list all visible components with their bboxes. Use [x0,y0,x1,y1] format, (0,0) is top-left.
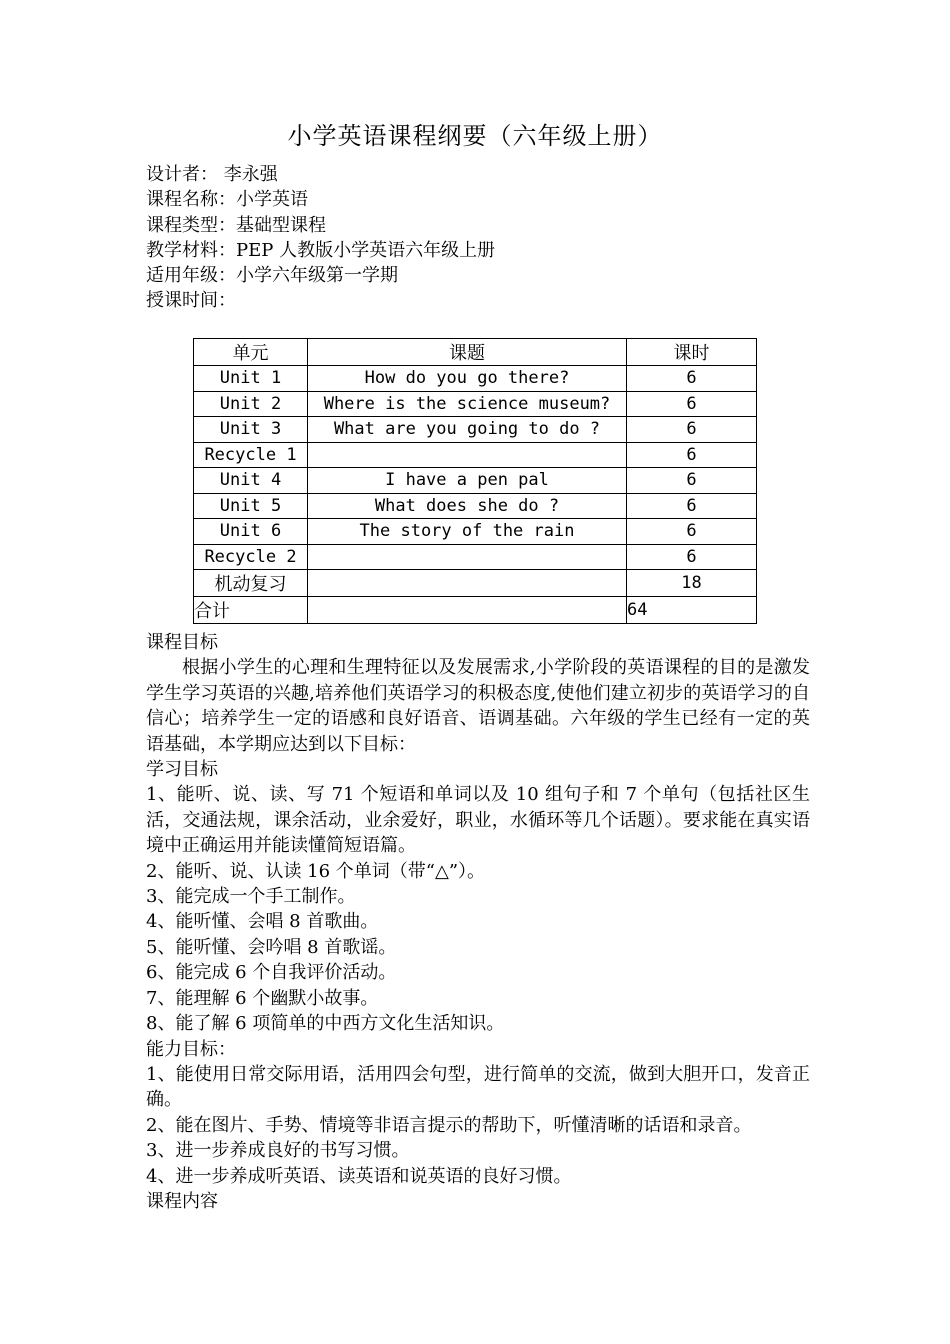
learning-item: 6、能完成 6 个自我评价活动。 [146,962,397,984]
learning-item: 5、能听懂、会吟唱 8 首歌谣。 [146,936,397,958]
table-row [194,442,757,468]
cell-unit: Unit 5 [194,493,308,519]
course-meta [146,162,495,314]
ability-item: 1、能使用日常交际用语，活用四会句型，进行简单的交流，做到大胆开口，发音正确。 [146,1063,810,1111]
unit-schedule-table [193,338,757,624]
cell-unit: Recycle 1 [194,442,308,468]
cell-topic: What are you going to do ? [308,417,627,443]
cell-unit: Unit 6 [194,519,308,545]
cell-hours: 6 [627,519,757,545]
cell-hours: 6 [627,417,757,443]
learning-item: 2、能听、说、认读 16 个单词（带“△”）。 [146,860,486,882]
goal-paragraph: 根据小学生的心理和生理特征以及发展需求,小学阶段的英语课程的目的是激发学生学习英语的兴趣,培养他们英语学习的积极态度,使他们建立初步的英语学习的自信心；培养学生一定的语感和良好语音、语调基础。六年级的学生已经有一定的英语基础，本学期应达到以下目标： [146,657,810,755]
cell-hours: 6 [627,468,757,494]
cell-topic: I have a pen pal [308,468,627,494]
cell-topic [308,570,627,597]
header-topic: 课题 [308,339,627,366]
cell-unit: Unit 2 [194,391,308,417]
cell-unit: Recycle 2 [194,544,308,570]
cell-unit: Unit 1 [194,366,308,392]
header-hours: 课时 [627,339,757,366]
table-row [194,366,757,392]
table-row [194,391,757,417]
cell-topic: The story of the rain [308,519,627,545]
ability-heading: 能力目标： [146,1038,236,1060]
cell-hours: 6 [627,366,757,392]
ability-item: 2、能在图片、手势、情境等非语言提示的帮助下，听懂清晰的话语和录音。 [146,1114,752,1136]
content-heading: 课程内容 [146,1190,218,1212]
cell-unit: Unit 3 [194,417,308,443]
cell-unit: Unit 4 [194,468,308,494]
ability-item: 4、进一步养成听英语、读英语和说英语的良好习惯。 [146,1165,572,1187]
meta-designer: 设计者： 李永强 [146,164,278,185]
cell-hours: 18 [627,570,757,597]
cell-unit: 机动复习 [194,570,308,597]
cell-topic [308,442,627,468]
cell-hours: 6 [627,544,757,570]
meta-course-type: 课程类型：基础型课程 [146,214,326,236]
page-title: 小学英语课程纲要（六年级上册） [287,122,663,150]
ability-item: 3、进一步养成良好的书写习惯。 [146,1140,410,1162]
meta-course-name: 课程名称：小学英语 [146,189,308,211]
learning-item: 4、能听懂、会唱 8 首歌曲。 [146,911,379,933]
total-topic-empty [308,597,627,624]
cell-topic [308,544,627,570]
goal-heading: 课程目标 [146,632,218,653]
cell-hours: 6 [627,442,757,468]
learning-item: 3、能完成一个手工制作。 [146,886,356,908]
total-label: 合计 [194,597,308,624]
learning-item: 1、能听、说、读、写 71 个短语和单词以及 10 组句子和 7 个单句（包括社区生活，交通法规，课余活动，业余爱好，职业，水循环等几个话题）。要求能在真实语境中正确运用并能读懂简短语篇。 [146,784,810,857]
meta-materials: 教学材料：PEP 人教版小学英语六年级上册 [146,239,496,261]
table-row [194,417,757,443]
cell-topic: Where is the science museum? [308,391,627,417]
document-body [146,630,810,1214]
cell-hours: 6 [627,493,757,519]
meta-grade: 适用年级：小学六年级第一学期 [146,265,398,287]
meta-time: 授课时间： [146,290,236,312]
header-unit: 单元 [194,339,308,366]
table-header-row [194,339,757,366]
table-row [194,468,757,494]
learning-item: 7、能理解 6 个幽默小故事。 [146,987,379,1009]
cell-topic: What does she do ? [308,493,627,519]
cell-topic: How do you go there? [308,366,627,392]
learning-item: 8、能了解 6 项简单的中西方文化生活知识。 [146,1013,505,1035]
total-hours: 64 [627,597,757,624]
learning-heading: 学习目标 [146,759,218,781]
table-row [194,493,757,519]
table-row [194,519,757,545]
table-row [194,570,757,597]
table-total-row [194,597,757,624]
cell-hours: 6 [627,391,757,417]
table-row [194,544,757,570]
